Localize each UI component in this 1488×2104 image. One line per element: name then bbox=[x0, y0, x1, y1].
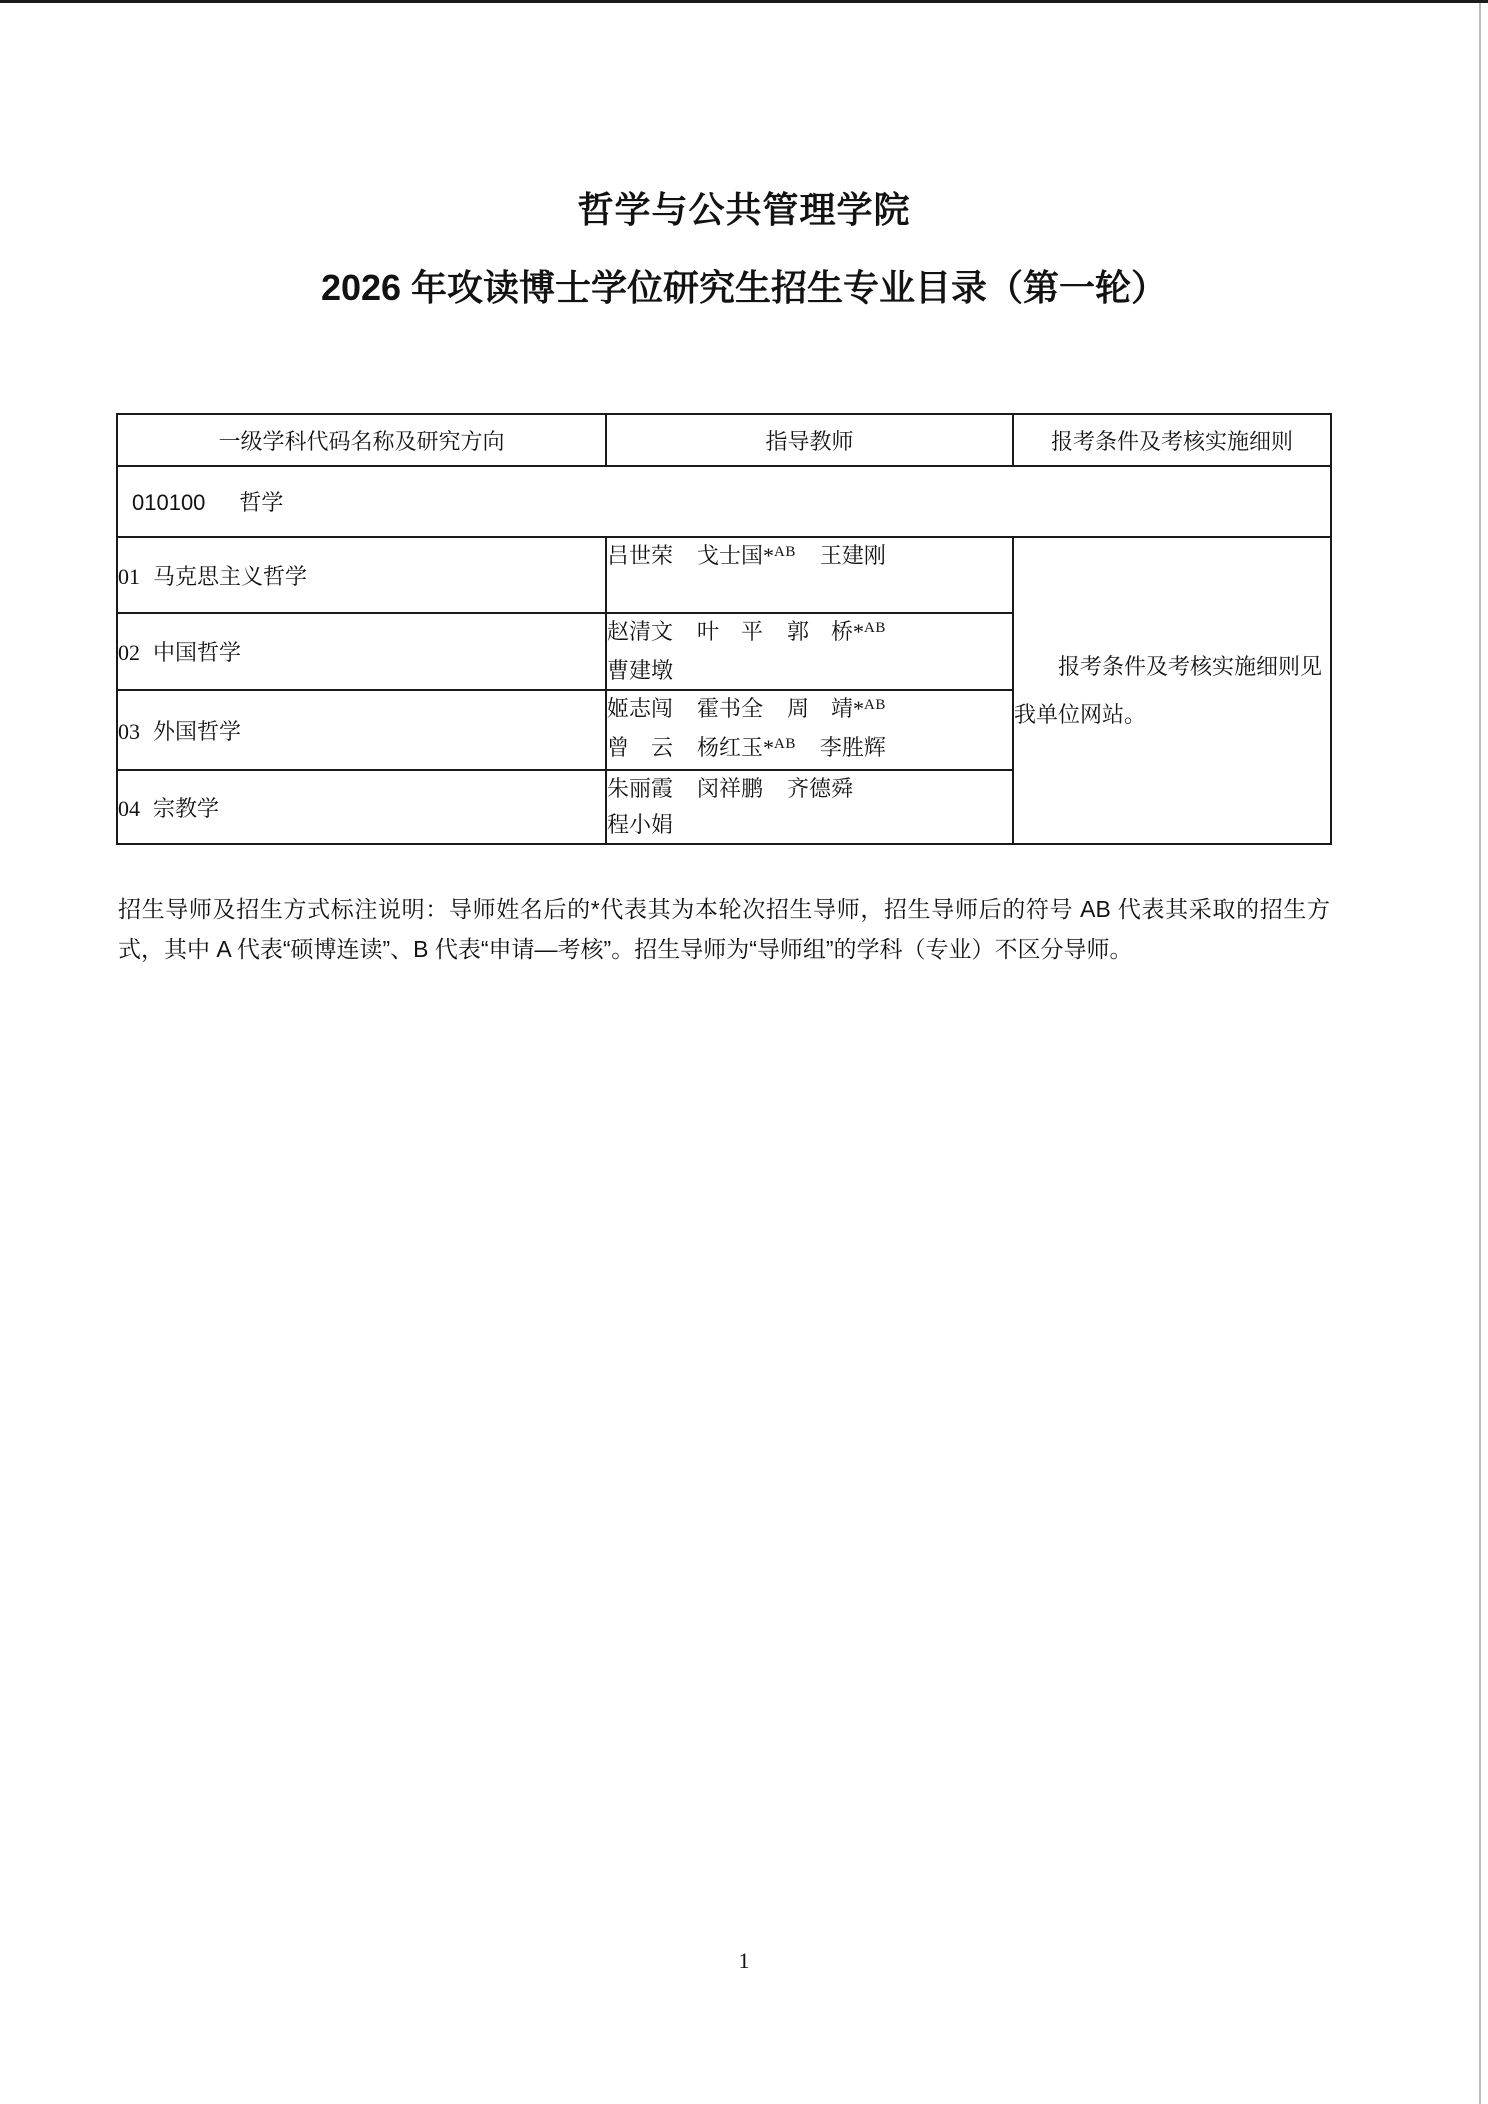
direction-code: 02 bbox=[118, 640, 140, 665]
supervisor-name: 齐德舜 bbox=[787, 776, 854, 801]
admissions-catalog-table bbox=[116, 413, 1332, 845]
direction-name: 马克思主义哲学 bbox=[153, 563, 308, 589]
col-header-discipline: 一级学科代码名称及研究方向 bbox=[117, 414, 606, 466]
page-subtitle: 2026 年攻读博士学位研究生招生专业目录（第一轮） bbox=[320, 267, 1168, 308]
table-header-row bbox=[117, 414, 1331, 466]
discipline-row bbox=[117, 466, 1331, 537]
col-header-supervisors: 指导教师 bbox=[606, 414, 1013, 466]
supervisor-line bbox=[607, 771, 1012, 807]
round-marker-star: * bbox=[853, 619, 865, 644]
page-top-edge bbox=[0, 0, 1488, 3]
direction-code: 03 bbox=[118, 718, 140, 744]
col-header-conditions: 报考条件及考核实施细则 bbox=[1013, 414, 1331, 466]
discipline-code: 010100 bbox=[132, 490, 206, 515]
page-title: 哲学与公共管理学院 bbox=[577, 189, 911, 230]
supervisor-name: 姬志闯 bbox=[607, 696, 674, 721]
admission-mode-sup: AB bbox=[774, 736, 796, 752]
supervisor-name: 赵清文 bbox=[607, 619, 674, 644]
supervisor-name: 吕世荣 bbox=[607, 543, 674, 568]
round-marker-star: * bbox=[763, 543, 775, 568]
table-body bbox=[117, 466, 1331, 844]
direction-cell bbox=[117, 770, 606, 844]
round-marker-star: * bbox=[763, 735, 775, 760]
page-right-edge bbox=[1479, 3, 1481, 2104]
direction-row bbox=[117, 537, 1331, 613]
supervisor-name: 程小娟 bbox=[607, 812, 674, 837]
supervisor-line bbox=[607, 807, 1012, 843]
supervisor-name: 郭 桥*$^{AB}$ bbox=[787, 619, 886, 644]
supervisor-line bbox=[607, 653, 1012, 689]
direction-name: 外国哲学 bbox=[153, 718, 242, 744]
supervisor-name: 叶 平 bbox=[697, 619, 764, 644]
discipline-cell bbox=[117, 466, 1331, 537]
direction-code: 01 bbox=[118, 563, 140, 589]
supervisor-line bbox=[607, 614, 1012, 653]
supervisor-name: 戈士国*$^{AB}$ bbox=[697, 543, 796, 568]
supervisor-name: 周 靖*$^{AB}$ bbox=[787, 696, 886, 721]
supervisor-line bbox=[607, 730, 1012, 769]
supervisors-cell bbox=[606, 690, 1013, 770]
supervisor-name: 霍书全 bbox=[697, 696, 764, 721]
admission-mode-sup: AB bbox=[774, 544, 796, 560]
supervisor-name: 曹建墩 bbox=[607, 658, 674, 683]
round-marker-star: * bbox=[853, 696, 865, 721]
supervisor-line bbox=[607, 538, 1012, 577]
direction-cell bbox=[117, 690, 606, 770]
supervisor-name: 朱丽霞 bbox=[607, 776, 674, 801]
conditions-cell bbox=[1013, 537, 1331, 844]
admission-mode-sup: AB bbox=[864, 620, 886, 636]
supervisors-cell bbox=[606, 537, 1013, 613]
direction-code: 04 bbox=[118, 795, 140, 821]
supervisors-cell bbox=[606, 613, 1013, 690]
supervisor-name: 曾 云 bbox=[607, 735, 674, 760]
supervisor-name: 王建刚 bbox=[819, 543, 886, 568]
direction-name: 中国哲学 bbox=[153, 640, 242, 665]
direction-cell bbox=[117, 537, 606, 613]
condition-note: 报考条件及考核实施细则见我单位网站。 bbox=[1014, 653, 1323, 727]
admission-mode-sup: AB bbox=[864, 697, 886, 713]
supervisor-name: 闵祥鹏 bbox=[697, 776, 764, 801]
direction-cell bbox=[117, 613, 606, 690]
supervisor-name: 杨红玉*$^{AB}$ bbox=[697, 735, 796, 760]
discipline-name: 哲学 bbox=[239, 490, 284, 515]
footnote-text: 招生导师及招生方式标注说明：导师姓名后的*代表其为本轮次招生导师，招生导师后的符号 AB 代表其采取的招生方式，其中 A 代表“硕博连读”、B 代表“申请—考核”。招生导师为“导师组”的学科（专业）不区分导师。 bbox=[118, 896, 1330, 962]
supervisor-name: 李胜辉 bbox=[819, 735, 886, 760]
supervisor-line bbox=[607, 691, 1012, 730]
supervisors-cell bbox=[606, 770, 1013, 844]
page-number: 1 bbox=[738, 1948, 750, 1973]
direction-name: 宗教学 bbox=[153, 795, 220, 821]
